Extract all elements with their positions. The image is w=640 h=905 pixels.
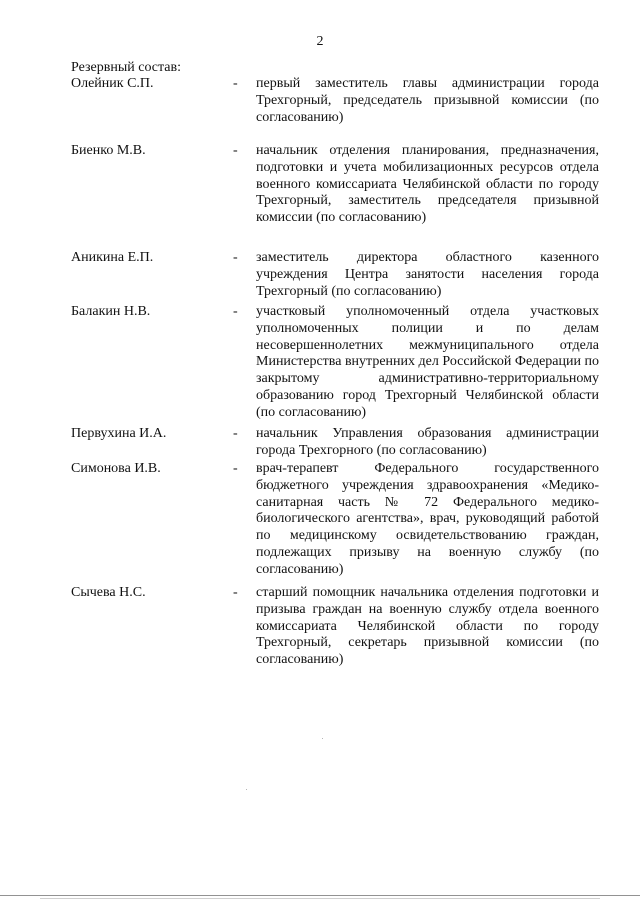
member-dash: -: [233, 461, 238, 476]
member-role: начальник Управления образования администрации города Трехгорного (по согласованию): [256, 426, 599, 458]
member-name: Олейник С.П.: [71, 76, 154, 91]
member-role: участковый уполномоченный отдела участковых уполномоченных полиции и по делам несовершеннолетних межмуниципального отдела Министерства внутренних дел Российской Федерации по закрытому административно-территориальному образованию город Трехгорный Челябинской области (по согласованию): [256, 304, 599, 420]
member-row: [0, 76, 640, 143]
member-role: заместитель директора областного казенного учреждения Центра занятости населения города Трехгорный (по согласованию): [256, 250, 599, 299]
member-name: Биенко М.В.: [71, 143, 146, 158]
member-dash: -: [233, 143, 238, 158]
member-name: Симонова И.В.: [71, 461, 161, 476]
member-role: первый заместитель главы администрации города Трехгорный, председатель призывной комиссии (по согласованию): [256, 76, 599, 125]
member-row: [0, 250, 640, 304]
scan-edge-line: [40, 898, 600, 899]
member-role: начальник отделения планирования, предназначения, подготовки и учета мобилизационных ресурсов отдела военного комиссариата Челябинской области по городу Трехгорный, заместитель председателя призывной комиссии (по согласованию): [256, 143, 599, 226]
member-name: Аникина Е.П.: [71, 250, 154, 265]
member-name: Балакин Н.В.: [71, 304, 151, 319]
member-role: старший помощник начальника отделения подготовки и призыва граждан на военную службу отдела военного комиссариата Челябинской области по городу Трехгорный, секретарь призывной комиссии (по согласованию): [256, 585, 599, 668]
scan-edge-line: [0, 895, 640, 896]
member-dash: -: [233, 250, 238, 265]
member-name: Сычева Н.С.: [71, 585, 146, 600]
members-list: [0, 76, 640, 675]
member-row: [0, 426, 640, 461]
section-title: Резервный состав:: [71, 60, 182, 75]
page-number: 2: [316, 34, 324, 49]
member-dash: -: [233, 426, 238, 441]
member-dash: -: [233, 304, 238, 319]
scan-speck: [246, 789, 247, 790]
member-row: [0, 461, 640, 585]
member-dash: -: [233, 585, 238, 600]
member-dash: -: [233, 76, 238, 91]
member-name: Первухина И.А.: [71, 426, 167, 441]
member-row: [0, 585, 640, 675]
member-role: врач-терапевт Федерального государственного бюджетного учреждения здравоохранения «Медико-санитарная часть № 72 Федерального медико-биологического агентства», врач, руководящий работой по медицинскому освидетельствованию граждан, подлежащих призыву на военную службу (по согласованию): [256, 461, 599, 577]
scan-speck: [322, 738, 323, 739]
member-row: [0, 143, 640, 250]
member-row: [0, 304, 640, 426]
